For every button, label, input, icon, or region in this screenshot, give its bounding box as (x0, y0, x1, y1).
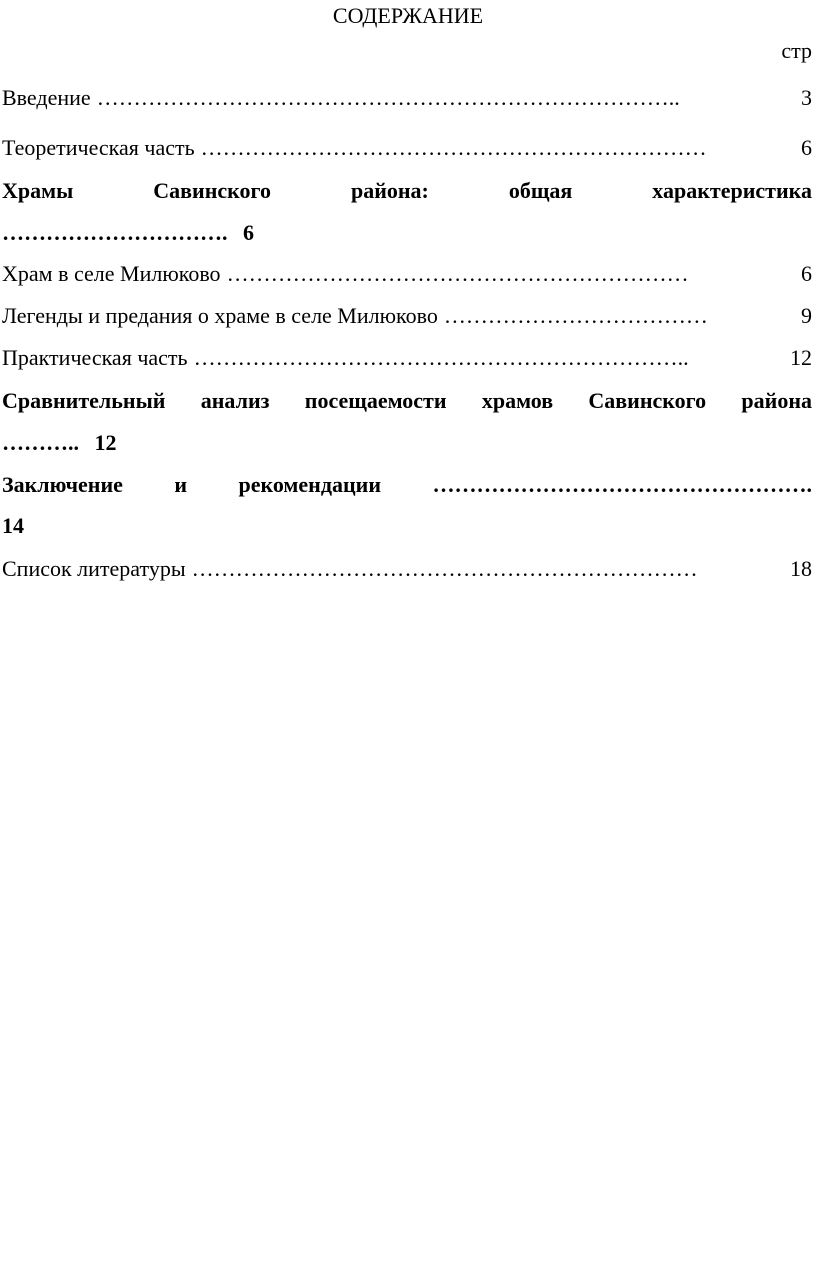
toc-page-number: 6 (801, 261, 812, 286)
toc-entry-label: Теоретическая часть (2, 135, 195, 160)
toc-entry-label: Список литературы (2, 556, 186, 581)
toc-entry-label: Введение (2, 85, 91, 110)
toc-entry-continuation (2, 219, 254, 247)
toc-leader-dots: …………………………. (2, 220, 228, 245)
toc-entry-temple-milyukovo[interactable] (2, 260, 812, 288)
toc-page-number: 9 (801, 303, 812, 328)
toc-entry-label-line (2, 471, 812, 499)
toc-word: Храмы (2, 178, 74, 203)
toc-page-number: 12 (94, 430, 117, 455)
toc-leader-dots: ………………………………………………………….. (193, 345, 689, 370)
toc-word: Савинского (153, 178, 271, 203)
toc-page-number: 14 (2, 513, 24, 538)
toc-entry-label: Легенды и предания о храме в селе Милюково (2, 303, 438, 328)
toc-entry-label: Практическая часть (2, 345, 188, 370)
toc-entry-practical-part[interactable] (2, 344, 812, 372)
toc-word: храмов (481, 388, 554, 413)
toc-leader-dots: ……………………………………………. (432, 472, 812, 497)
toc-entry-continuation (2, 429, 117, 457)
toc-word: анализ (200, 388, 270, 413)
toc-word: рекомендации (238, 472, 382, 497)
toc-entry-legends[interactable] (2, 302, 812, 330)
toc-entry-label: Храм в селе Милюково (2, 261, 221, 286)
toc-entry-theoretical-part[interactable] (2, 134, 812, 162)
toc-entry-introduction[interactable] (2, 84, 812, 112)
toc-page-number: 3 (801, 85, 812, 110)
toc-word: Сравнительный (2, 388, 166, 413)
toc-leader-dots: ……………………………… (443, 303, 708, 328)
toc-leader-dots: …………………………………………………………… (191, 556, 698, 581)
toc-word: общая (508, 178, 573, 203)
toc-word: посещаемости (304, 388, 447, 413)
toc-page-number: 6 (243, 220, 254, 245)
toc-word: Савинского (588, 388, 707, 413)
toc-word: и (174, 472, 188, 497)
toc-entry-label-line (2, 387, 812, 415)
toc-leader-dots: …………………………………………………………… (200, 135, 707, 160)
toc-page-number: 12 (790, 345, 812, 370)
toc-page-number: 6 (801, 135, 812, 160)
toc-word: характеристика (652, 178, 812, 203)
toc-leader-dots: …………………………………………………………………….. (96, 85, 680, 110)
toc-word: района: (350, 178, 429, 203)
page-column-header: стр (781, 38, 812, 63)
page-title: СОДЕРЖАНИЕ (332, 3, 484, 28)
toc-leader-dots: ……….. (2, 430, 79, 455)
toc-word: района (741, 388, 812, 413)
toc-entry-label-line (2, 177, 812, 205)
toc-entry-bibliography[interactable] (2, 555, 812, 583)
toc-word: Заключение (2, 472, 123, 497)
toc-leader-dots: ……………………………………………………… (226, 261, 689, 286)
toc-page-number: 18 (790, 556, 812, 581)
